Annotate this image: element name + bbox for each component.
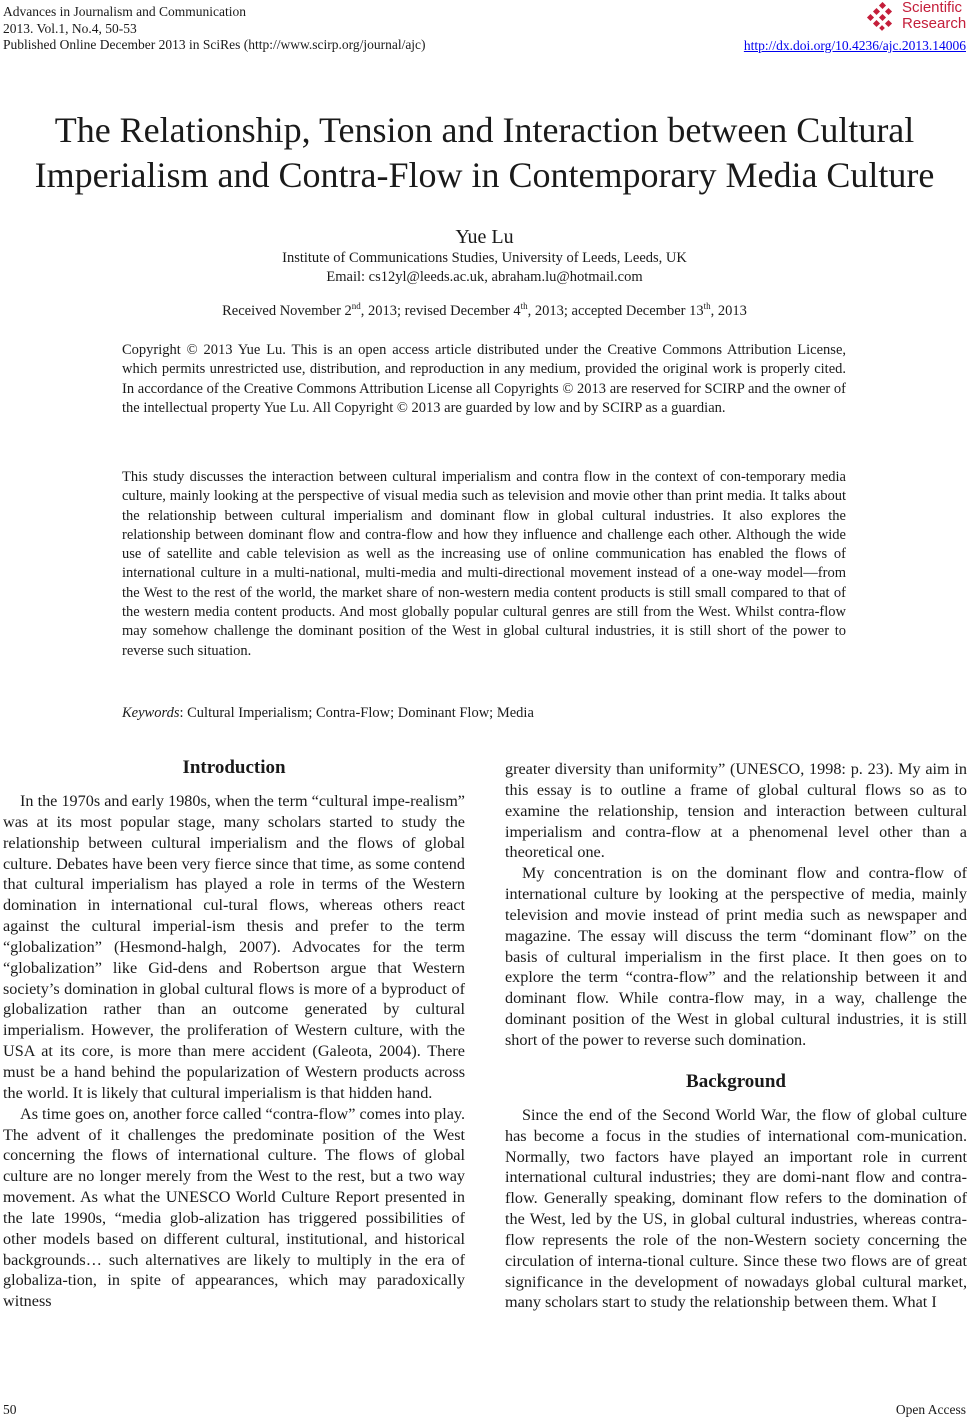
dates-tail: , 2013 xyxy=(710,303,747,319)
right-column xyxy=(505,759,967,1313)
email: Email: cs12yl@leeds.ac.uk, abraham.lu@hotmail.com xyxy=(326,269,643,285)
accepted-sup: th xyxy=(703,301,711,312)
title-line-2: Imperialism and Contra-Flow in Contemporary Media Culture xyxy=(34,155,935,195)
journal-header xyxy=(3,4,426,54)
journal-name: Advances in Journalism and Communication xyxy=(3,4,246,19)
revised-sup: th xyxy=(520,301,528,312)
logo-wordmark xyxy=(902,0,966,32)
doi-link[interactable]: http://dx.doi.org/10.4236/ajc.2013.14006 xyxy=(743,38,966,53)
affiliation: Institute of Communications Studies, University of Leeds, Leeds, UK xyxy=(282,250,687,266)
publication-info: Published Online December 2013 in SciRes (http://www.scirp.org/journal/ajc) xyxy=(3,37,426,52)
revised-date: , 2013; revised December 4 xyxy=(360,303,521,319)
paragraph: In the 1970s and early 1980s, when the term “cultural impe-realism” was at its most popular stage, many scholars started to study the relationship between cultural imperialism and the flows of global culture. Debates have been very fierce since that time, as some contend that cultural imperialism has played a role in terms of the Western domination in international cul-tural flows, whereas others react against the cultural imperial-ism thesis and prefer to the term “globalization” (Hesmond-halgh, 2007). Advocates for the term “globalization” like Gid-dens and Robertson argue that Western society’s domination in global cultural flows is more of a byproduct of globalization rather than an outcome generated by cultural imperialism. However, the proliferation of Western culture, with the USA at its core, is more than mere accident (Galeota, 2004). There must be a hand behind the popularization of Western products across the world. It is likely that cultural imperialism is that hidden hand. xyxy=(3,792,465,1102)
abstract: This study discusses the interaction between cultural imperialism and contra flow in the context of con-temporary media culture, mainly looking at the perspective of visual media such as television and movie other than print media. It talks about the relationship between cultural imperialism and dominant flow in global cultural industries. It also explores the relationship between dominant flow and contra-flow and how they influence and challenge each other. Although the wide use of satellite and cable television as well as the increasing use of online communication has enabled the flows of international culture in a multi-national, multi-media and multi-directional movement instead of a one-way model—from the West to the rest of the world, the market share of non-western media content products is still small compared to that of the western media content products. And most globally popular cultural genres are still from the West. Whilst contra-flow may somehow challenge the dominant position of the West in global cultural industries, it is still short of the power to reverse such situation. xyxy=(122,469,846,659)
submission-dates xyxy=(0,303,969,320)
paragraph: Since the end of the Second World War, the flow of global culture has become a focus in the studies of international com-munication. Normally, two factors have played an important role in current international cultural industries; they are domi-nant flow and contra-flow. Generally speaking, dominant flow refers to the domination of the West, led by the US, in global cultural industries, whereas contra-flow represents the role of the non-Western society concerning the circulation of interna-tional culture. Since these two flows are of great significance in the development of nowadays global cultural market, many scholars start to study the relationship between them. What I xyxy=(505,1105,967,1312)
keywords-list: : Cultural Imperialism; Contra-Flow; Dominant Flow; Media xyxy=(179,705,534,721)
paragraph: As time goes on, another force called “contra-flow” comes into play. The advent of it challenges the predominate position of the West concerning the flows of international culture. The flows of global culture are no longer merely from the West to the rest, but a two way movement. As what the UNESCO World Culture Report presented in the late 1990s, “media glob-alization has triggered possibilities of other models based on different cultural, institutional, and historical backgrounds… such alternatives are likely to multiply in the era of globaliza-tion, in spite of appearances, which may paradoxically witness xyxy=(3,1104,465,1311)
author-affiliation-block xyxy=(0,249,969,287)
received-date: Received November 2 xyxy=(222,303,352,319)
scientific-research-logo xyxy=(866,0,966,34)
section-heading-introduction: Introduction xyxy=(182,757,286,778)
keywords-label: Keywords xyxy=(122,705,180,721)
paragraph: greater diversity than uniformity” (UNESCO, 1998: p. 23). My aim in this essay is to outline a frame of global cultural flows so as to examine the relationship, tension and interaction between cultural imperialism and contra-flow at a phenomenal level other than a theoretical one. xyxy=(505,760,967,862)
received-sup: nd xyxy=(351,301,361,312)
section-heading-background: Background xyxy=(686,1070,786,1092)
accepted-date: , 2013; accepted December 13 xyxy=(527,303,704,319)
paragraph: My concentration is on the dominant flow and contra-flow of international culture by looking at the perspective of media, mainly television and movie instead of print media such as newspaper and magazine. The essay will discuss the term “dominant flow” on the basis of cultural imperialism in the first place. It then goes on to explore the term “contra-flow” and the relationship between it and dominant flow. While contra-flow may, in a way, challenge the dominant position of the West in global cultural industries, it is still short of the power to reverse such domination. xyxy=(505,864,967,1049)
publisher-logo-icon xyxy=(866,2,898,32)
copyright-notice: Copyright © 2013 Yue Lu. This is an open access article distributed under the Creative Commons Attribution License, which permits unrestricted use, distribution, and reproduction in any medium, provided the original work is properly cited. In accordance of the Creative Commons Attribution License all Copyrights © 2013 are reserved for SCIRP and the owner of the intellectual property Yue Lu. All Copyright © 2013 are guarded by low and by SCIRP as a guardian. xyxy=(122,342,846,416)
logo-line-1: Scientific xyxy=(902,0,963,16)
left-column xyxy=(3,755,465,1312)
journal-volume: 2013. Vol.1, No.4, 50-53 xyxy=(3,20,137,36)
open-access-label: Open Access xyxy=(895,1402,966,1417)
logo-line-2: Research xyxy=(902,15,967,32)
paper-title xyxy=(20,108,949,198)
title-line-1: The Relationship, Tension and Interaction between Cultural xyxy=(54,110,915,150)
keywords xyxy=(122,704,846,723)
author-name: Yue Lu xyxy=(455,226,514,248)
page-number: 50 xyxy=(3,1402,17,1417)
